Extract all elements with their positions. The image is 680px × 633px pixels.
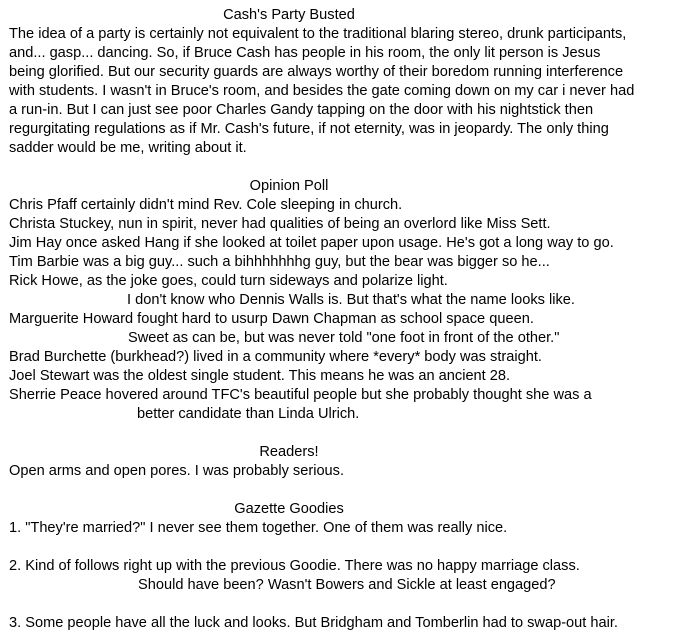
spacer <box>9 595 677 614</box>
spacer <box>9 481 677 500</box>
poll-line: Joel Stewart was the oldest single student. This means he was an ancient 28. <box>9 368 511 384</box>
section-title-goodies: Gazette Goodies <box>234 501 344 517</box>
poll-line: I don't know who Dennis Walls is. But that's what the name looks like. <box>127 292 575 308</box>
goodie-item-1: 1. "They're married?" I never see them together. One of them was really nice. <box>9 520 508 536</box>
poll-line: Jim Hay once asked Hang if she looked at toilet paper upon usage. He's got a long way to go. <box>9 235 614 251</box>
cash-line: and... gasp... dancing. So, if Bruce Cash has people in his room, the only lit person is Jesus <box>9 45 601 61</box>
section-title-poll: Opinion Poll <box>249 178 329 194</box>
goodie-item-2-continued: Should have been? Wasn't Bowers and Sickle at least engaged? <box>138 577 556 593</box>
spacer <box>9 158 677 177</box>
spacer <box>9 424 677 443</box>
goodie-item-3: 3. Some people have all the luck and looks. But Bridgham and Tomberlin had to swap-out hair. <box>9 615 618 631</box>
cash-line: with students. I wasn't in Bruce's room, and besides the gate coming down on my car i never had <box>9 83 635 99</box>
cash-line: regurgitating regulations as if Mr. Cash's future, if not eternity, was in jeopardy. The only thing <box>9 121 609 137</box>
poll-line: Christa Stuckey, nun in spirit, never had qualities of being an overlord like Miss Sett. <box>9 216 551 232</box>
poll-line: Chris Pfaff certainly didn't mind Rev. Cole sleeping in church. <box>9 197 403 213</box>
cash-line: being glorified. But our security guards are always worthy of their boredom running interference <box>9 64 624 80</box>
section-title-readers: Readers! <box>259 444 319 460</box>
poll-line: Rick Howe, as the joke goes, could turn sideways and polarize light. <box>9 273 448 289</box>
poll-line: Marguerite Howard fought hard to usurp Dawn Chapman as school space queen. <box>9 311 534 327</box>
poll-line: better candidate than Linda Ulrich. <box>137 406 360 422</box>
readers-line: Open arms and open pores. I was probably serious. <box>9 463 345 479</box>
cash-line: a run-in. But I can just see poor Charles Gandy tapping on the door with his nightstick then <box>9 102 594 118</box>
poll-line: Sherrie Peace hovered around TFC's beautiful people but she probably thought she was a <box>9 387 592 403</box>
section-title-cash: Cash's Party Busted <box>223 7 355 23</box>
document-page <box>9 6 677 633</box>
poll-line: Sweet as can be, but was never told "one foot in front of the other." <box>128 330 560 346</box>
poll-line: Tim Barbie was a big guy... such a bihhhhhhhg guy, but the bear was bigger so he... <box>9 254 550 270</box>
cash-line: The idea of a party is certainly not equivalent to the traditional blaring stereo, drunk participants, <box>9 26 627 42</box>
goodie-item-2: 2. Kind of follows right up with the previous Goodie. There was no happy marriage class. <box>9 558 580 574</box>
spacer <box>9 538 677 557</box>
cash-line: sadder would be me, writing about it. <box>9 140 247 156</box>
poll-line: Brad Burchette (burkhead?) lived in a community where *every* body was straight. <box>9 349 542 365</box>
